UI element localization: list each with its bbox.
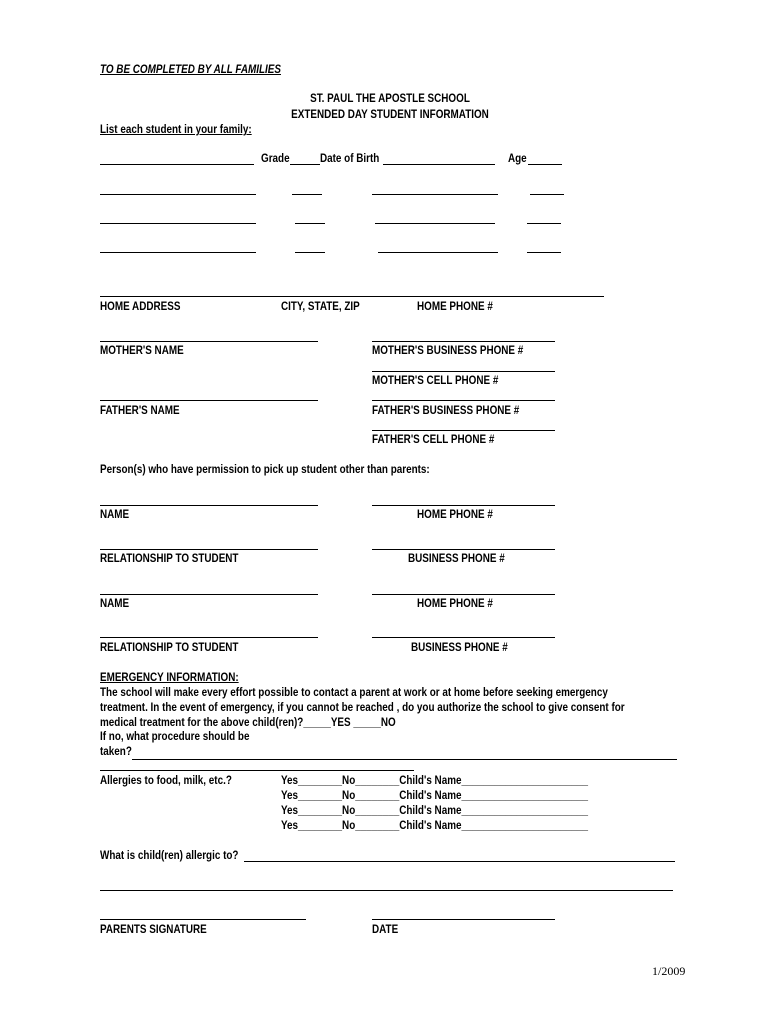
father-business-phone-line[interactable] xyxy=(372,400,555,401)
pickup-home-phone-line-1[interactable] xyxy=(372,505,555,506)
pickup-home-phone-label-2: HOME PHONE # xyxy=(417,598,493,610)
emergency-text-line-4: If no, what procedure should be xyxy=(100,731,250,743)
emergency-text-line-5: taken? xyxy=(100,746,132,758)
mother-cell-phone-label: MOTHER'S CELL PHONE # xyxy=(372,375,499,387)
allergy-row-4[interactable]: Yes________No________Child's Name_______________________ xyxy=(281,820,589,832)
allergy-row-2[interactable]: Yes________No________Child's Name_______________________ xyxy=(281,790,589,802)
pickup-name-line-1[interactable] xyxy=(100,505,318,506)
emergency-text-line-1: The school will make every effort possible to contact a parent at work or at home before seeking emergency xyxy=(100,687,608,699)
procedure-line-2[interactable] xyxy=(100,770,414,771)
student-name-line-1[interactable] xyxy=(100,164,254,165)
allergies-label: Allergies to food, milk, etc.? xyxy=(100,775,232,787)
pickup-relationship-label-2: RELATIONSHIP TO STUDENT xyxy=(100,642,239,654)
parents-signature-line[interactable] xyxy=(100,919,306,920)
emergency-heading: EMERGENCY INFORMATION: xyxy=(100,672,239,684)
pickup-business-phone-line-1[interactable] xyxy=(372,549,555,550)
home-address-label: HOME ADDRESS xyxy=(100,301,181,313)
student-name-line-4[interactable] xyxy=(100,252,256,253)
date-line[interactable] xyxy=(372,919,555,920)
completion-notice: TO BE COMPLETED BY ALL FAMILIES xyxy=(100,64,281,76)
pickup-business-phone-line-2[interactable] xyxy=(372,637,555,638)
father-cell-phone-label: FATHER'S CELL PHONE # xyxy=(372,434,495,446)
emergency-text-line-2: treatment. In the event of emergency, if you cannot be reached , do you authorize the school to give consent for xyxy=(100,702,625,714)
grade-line-2[interactable] xyxy=(292,194,322,195)
allergen-line-1[interactable] xyxy=(244,861,675,862)
allergy-row-1[interactable]: Yes________No________Child's Name_______________________ xyxy=(281,775,589,787)
father-cell-phone-line[interactable] xyxy=(372,430,555,431)
pickup-home-phone-label-1: HOME PHONE # xyxy=(417,509,493,521)
parents-signature-label: PARENTS SIGNATURE xyxy=(100,924,207,936)
grade-line-4[interactable] xyxy=(295,252,325,253)
pickup-name-label-2: NAME xyxy=(100,598,130,610)
dob-label: Date of Birth xyxy=(320,153,380,165)
emergency-text-line-3: medical treatment for the above child(ren)?_____YES _____NO xyxy=(100,717,396,729)
pickup-name-label-1: NAME xyxy=(100,509,130,521)
dob-line-3[interactable] xyxy=(375,223,495,224)
student-name-line-3[interactable] xyxy=(100,223,256,224)
mother-name-label: MOTHER'S NAME xyxy=(100,345,184,357)
mother-cell-phone-line[interactable] xyxy=(372,371,555,372)
dob-line-4[interactable] xyxy=(378,252,498,253)
allergen-question: What is child(ren) allergic to? xyxy=(100,850,239,862)
pickup-business-phone-label-2: BUSINESS PHONE # xyxy=(411,642,508,654)
pickup-relationship-line-1[interactable] xyxy=(100,549,318,550)
age-line-3[interactable] xyxy=(527,223,561,224)
pickup-home-phone-line-2[interactable] xyxy=(372,594,555,595)
revision-date: 1/2009 xyxy=(652,964,686,978)
school-name: ST. PAUL THE APOSTLE SCHOOL xyxy=(310,93,470,105)
father-name-line[interactable] xyxy=(100,400,318,401)
grade-line-3[interactable] xyxy=(295,223,325,224)
form-title: EXTENDED DAY STUDENT INFORMATION xyxy=(291,109,489,121)
age-line-1[interactable] xyxy=(528,164,562,165)
dob-line-1[interactable] xyxy=(383,164,495,165)
age-line-2[interactable] xyxy=(530,194,564,195)
mother-business-phone-line[interactable] xyxy=(372,341,555,342)
age-label: Age xyxy=(508,153,527,165)
age-line-4[interactable] xyxy=(527,252,561,253)
grade-line-1[interactable] xyxy=(290,164,320,165)
student-name-line-2[interactable] xyxy=(100,194,256,195)
procedure-line-1[interactable] xyxy=(132,759,677,760)
dob-line-2[interactable] xyxy=(372,194,498,195)
address-line[interactable] xyxy=(100,296,604,297)
grade-label: Grade xyxy=(261,153,290,165)
father-name-label: FATHER'S NAME xyxy=(100,405,180,417)
mother-name-line[interactable] xyxy=(100,341,318,342)
father-business-phone-label: FATHER'S BUSINESS PHONE # xyxy=(372,405,520,417)
allergy-row-3[interactable]: Yes________No________Child's Name_______________________ xyxy=(281,805,589,817)
pickup-relationship-label-1: RELATIONSHIP TO STUDENT xyxy=(100,553,239,565)
pickup-relationship-line-2[interactable] xyxy=(100,637,318,638)
city-state-zip-label: CITY, STATE, ZIP xyxy=(281,301,360,313)
mother-business-phone-label: MOTHER'S BUSINESS PHONE # xyxy=(372,345,524,357)
allergen-line-2[interactable] xyxy=(100,890,673,891)
pickup-intro: Person(s) who have permission to pick up student other than parents: xyxy=(100,464,430,476)
student-list-label: List each student in your family: xyxy=(100,124,252,136)
pickup-name-line-2[interactable] xyxy=(100,594,318,595)
home-phone-label: HOME PHONE # xyxy=(417,301,493,313)
date-label: DATE xyxy=(372,924,399,936)
pickup-business-phone-label-1: BUSINESS PHONE # xyxy=(408,553,505,565)
